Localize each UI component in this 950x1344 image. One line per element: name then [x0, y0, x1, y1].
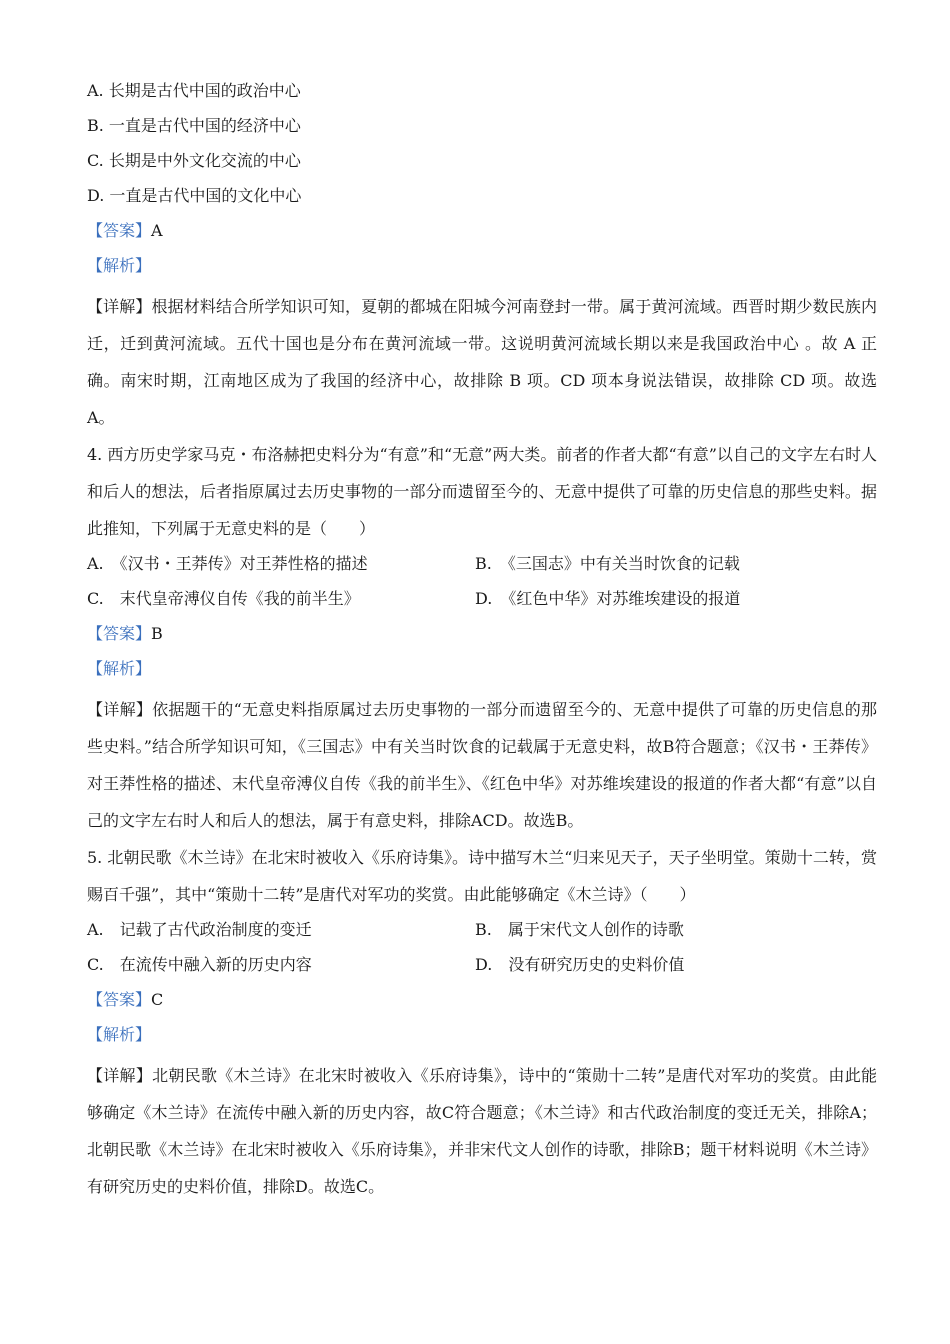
answer-value: B [151, 624, 163, 643]
analysis-tag: 【解析】 [87, 659, 152, 678]
analysis-tag: 【解析】 [87, 1025, 152, 1044]
detail-text: 北朝民歌《木兰诗》在北宋时被收入《乐府诗集》，诗中的“策勋十二转”是唐代对军功的奖赏。由此能够确定《木兰诗》在流传中融入新的历史内容，故C符合题意；《木兰诗》和古代政治制度的变迁无关，排除A；北朝民歌《木兰诗》在北宋时被收入《乐府诗集》，并非宋代文人创作的诗歌，排除B；题干材料说明《木兰诗》有研究历史的史料价值，排除D。故选C。 [87, 1066, 877, 1196]
q4-stem: 4. 西方历史学家马克・布洛赫把史料分为“有意”和“无意”两大类。前者的作者大都“有意”以自己的文字左右时人和后人的想法，后者指原属过去历史事物的一部分而遗留至今的、无意中提供了可靠的历史信息的那些史料。据此推知，下列属于无意史料的是（ ） [87, 445, 877, 538]
q5-answer [87, 987, 877, 1022]
q5-block [87, 839, 877, 1205]
answer-tag: 【答案】 [87, 990, 152, 1009]
q4-option-a: A. 《汉书・王莽传》对王莽性格的描述 [87, 554, 368, 573]
q5-options-row-1 [87, 917, 877, 952]
q3-answer [87, 218, 877, 253]
q5-options-row-2 [87, 952, 877, 987]
q4-answer [87, 621, 877, 656]
document-page [87, 78, 877, 1205]
answer-tag: 【答案】 [87, 221, 152, 240]
q5-option-b: B. 属于宋代文人创作的诗歌 [475, 920, 684, 939]
q4-analysis-heading [87, 656, 877, 691]
q4-option-c: C. 末代皇帝溥仪自传《我的前半生》 [87, 589, 360, 608]
answer-tag: 【答案】 [87, 624, 152, 643]
detail-tag: 【详解】 [87, 1066, 153, 1085]
q3-detail [87, 288, 877, 436]
q5-option-a: A. 记载了古代政治制度的变迁 [87, 920, 312, 939]
q5-option-c: C. 在流传中融入新的历史内容 [87, 955, 312, 974]
q3-option-c: C. 长期是中外文化交流的中心 [87, 151, 301, 170]
q5-option-d: D. 没有研究历史的史料价值 [475, 955, 685, 974]
answer-value: A [151, 221, 163, 240]
detail-tag: 【详解】 [87, 700, 153, 719]
q4-option-d: D. 《红色中华》对苏维埃建设的报道 [475, 589, 741, 608]
q3-block [87, 78, 877, 436]
q5-stem: 5. 北朝民歌《木兰诗》在北宋时被收入《乐府诗集》。诗中描写木兰“归来见天子，天子坐明堂。策勋十二转，赏赐百千强”，其中“策勋十二转”是唐代对军功的奖赏。由此能够确定《木兰诗》（ ） [87, 848, 877, 904]
detail-tag: 【详解】 [87, 297, 152, 316]
q4-option-b: B. 《三国志》中有关当时饮食的记载 [475, 554, 740, 573]
q3-option-d: D. 一直是古代中国的文化中心 [87, 186, 302, 205]
analysis-tag: 【解析】 [87, 256, 152, 275]
q3-analysis-heading [87, 253, 877, 288]
q4-options-row-2 [87, 586, 877, 621]
detail-text: 依据题干的“无意史料指原属过去历史事物的一部分而遗留至今的、无意中提供了可靠的历史信息的那些史料。”结合所学知识可知，《三国志》中有关当时饮食的记载属于无意史料，故B符合题意；《汉书・王莽传》对王莽性格的描述、末代皇帝溥仪自传《我的前半生》、《红色中华》对苏维埃建设的报道的作者大都“有意”以自己的文字左右时人和后人的想法，属于有意史料，排除ACD。故选B。 [87, 700, 877, 830]
q4-options-row-1 [87, 551, 877, 586]
detail-text: 根据材料结合所学知识可知，夏朝的都城在阳城今河南登封一带。属于黄河流域。西晋时期少数民族内迁，迁到黄河流域。五代十国也是分布在黄河流域一带。这说明黄河流域长期以来是我国政治中心 。故 A 正确。南宋时期，江南地区成为了我国的经济中心，故排除 B 项。CD 项本身说法错误，故排除 CD 项。故选 A。 [87, 297, 877, 427]
q3-option-a: A. 长期是古代中国的政治中心 [87, 81, 301, 100]
q5-analysis-heading [87, 1022, 877, 1057]
q5-detail [87, 1057, 877, 1205]
q4-detail [87, 691, 877, 839]
q3-option-b: B. 一直是古代中国的经济中心 [87, 116, 301, 135]
answer-value: C [151, 990, 164, 1009]
q4-block [87, 436, 877, 839]
